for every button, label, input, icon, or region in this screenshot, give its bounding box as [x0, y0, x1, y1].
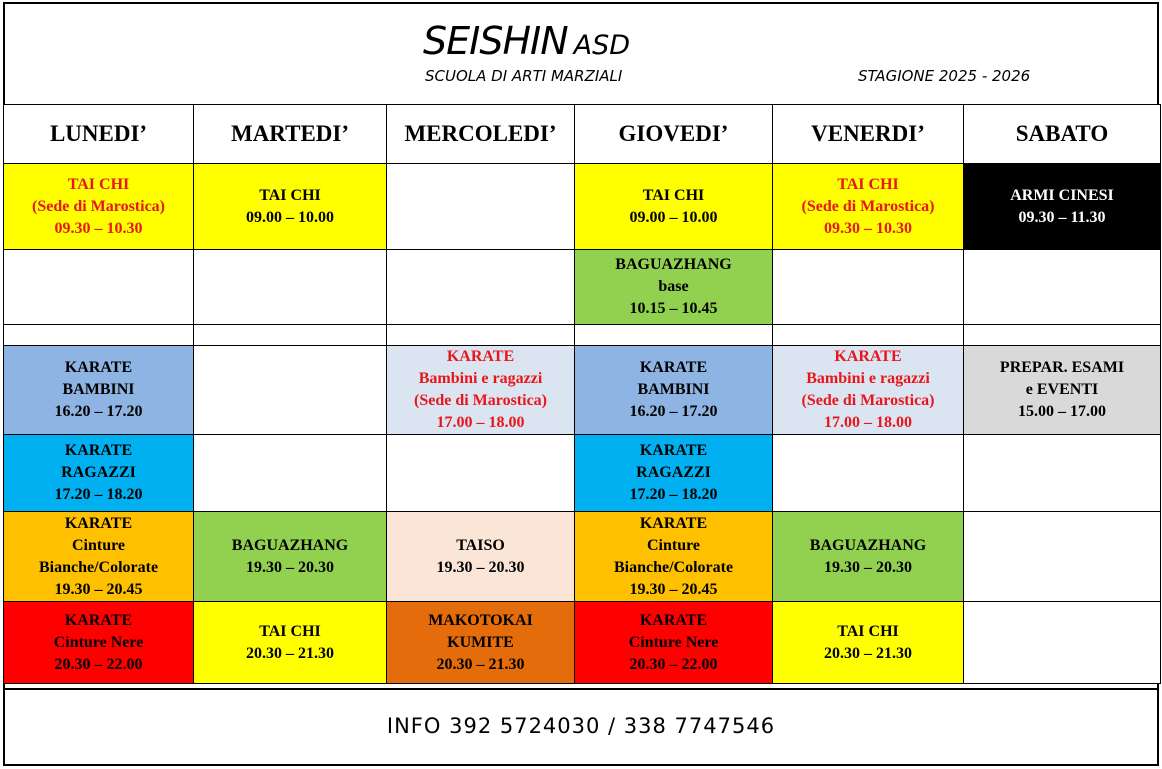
class-cell-line: Cinture — [71, 536, 126, 554]
class-cell-line: BAMBINI — [637, 381, 710, 398]
class-cell-line: KARATE — [446, 348, 515, 365]
class-cell-line: TAI CHI — [259, 622, 321, 640]
day-header-friday: VENERDI’ — [773, 105, 964, 164]
class-cell-line: BAGUAZHANG — [231, 536, 349, 554]
class-cell-line: 10.15 – 10.45 — [629, 300, 718, 317]
class-cell-line: base — [658, 278, 689, 295]
class-cell-monday — [4, 346, 194, 435]
class-cell-friday — [773, 250, 964, 325]
class-cell-line: 09.30 – 10.30 — [54, 219, 143, 237]
class-cell-friday — [773, 435, 964, 512]
class-cell-line: 09.30 – 10.30 — [824, 219, 912, 237]
class-cell-line: TAI CHI — [67, 175, 130, 193]
class-cell-line: 15.00 – 17.00 — [1018, 403, 1106, 420]
contact-info: INFO 392 5724030 / 338 7747546 — [386, 714, 776, 738]
class-cell-line: Bambini e ragazzi — [806, 370, 930, 387]
class-cell-line: 17.00 – 18.00 — [436, 414, 525, 431]
class-cell-line: KARATE — [64, 359, 133, 376]
class-cell-line: MAKOTOKAI — [428, 611, 533, 629]
class-cell-line: TAI CHI — [837, 622, 899, 640]
schedule-row — [4, 512, 1161, 602]
class-cell-saturday — [964, 435, 1161, 512]
class-cell-thursday — [575, 435, 773, 512]
class-cell-thursday — [575, 602, 773, 684]
class-cell-line: 17.00 – 18.00 — [824, 414, 912, 431]
class-cell-line: KARATE — [639, 611, 708, 629]
class-cell-line: Bianche/Colorate — [38, 558, 159, 576]
class-cell-line: Bianche/Colorate — [613, 558, 734, 576]
class-cell-line: 20.30 – 21.30 — [824, 644, 912, 662]
class-cell-line: BAGUAZHANG — [615, 256, 732, 273]
class-cell-monday — [4, 512, 194, 602]
weekly-schedule-table — [3, 104, 1161, 684]
day-header-tuesday: MARTEDI’ — [194, 105, 387, 164]
class-cell-line: KARATE — [639, 359, 708, 376]
class-cell-line: Cinture Nere — [628, 633, 719, 651]
class-cell-thursday — [575, 250, 773, 325]
class-cell-line: 19.30 – 20.45 — [54, 580, 143, 598]
day-header-row — [4, 105, 1161, 164]
class-cell-line: (Sede di Marostica) — [801, 197, 935, 215]
class-cell-line: TAI CHI — [837, 175, 899, 193]
class-cell-tuesday — [194, 512, 387, 602]
class-cell-thursday — [575, 325, 773, 346]
class-cell-line: 17.20 – 18.20 — [54, 486, 143, 503]
class-cell-friday — [773, 325, 964, 346]
header — [5, 4, 1157, 104]
class-cell-line: 20.30 – 21.30 — [436, 655, 525, 673]
class-cell-line: KARATE — [639, 442, 708, 459]
schedule-row — [4, 435, 1161, 512]
season-label: STAGIONE 2025 - 2026 — [858, 67, 1031, 85]
class-cell-tuesday — [194, 250, 387, 325]
schedule-row — [4, 346, 1161, 435]
class-cell-friday — [773, 512, 964, 602]
schedule-row — [4, 325, 1161, 346]
class-cell-saturday — [964, 164, 1161, 250]
class-cell-monday — [4, 325, 194, 346]
schedule-row — [4, 602, 1161, 684]
class-cell-friday — [773, 164, 964, 250]
class-cell-tuesday — [194, 435, 387, 512]
class-cell-saturday — [964, 602, 1161, 684]
class-cell-thursday — [575, 346, 773, 435]
day-header-wednesday: MERCOLEDI’ — [387, 105, 575, 164]
class-cell-line: 16.20 – 17.20 — [54, 403, 143, 420]
class-cell-tuesday — [194, 346, 387, 435]
school-title — [423, 19, 631, 63]
schedule-row — [4, 164, 1161, 250]
class-cell-line: KARATE — [834, 348, 902, 365]
class-cell-line: KARATE — [64, 514, 133, 532]
class-cell-line: KUMITE — [447, 633, 514, 651]
class-cell-line: PREPAR. ESAMI — [999, 359, 1125, 376]
class-cell-line: (Sede di Marostica) — [31, 197, 165, 215]
class-cell-line: 19.30 – 20.30 — [436, 558, 525, 576]
class-cell-line: KARATE — [64, 611, 133, 629]
class-cell-saturday — [964, 250, 1161, 325]
class-cell-line: KARATE — [64, 442, 133, 459]
class-cell-line: (Sede di Marostica) — [801, 392, 935, 409]
class-cell-saturday — [964, 325, 1161, 346]
schedule-row — [4, 250, 1161, 325]
class-cell-wednesday — [387, 250, 575, 325]
class-cell-thursday — [575, 512, 773, 602]
school-name: SEISHIN — [423, 19, 568, 63]
day-header-thursday: GIOVEDI’ — [575, 105, 773, 164]
class-cell-line: Cinture Nere — [53, 633, 144, 651]
class-cell-friday — [773, 602, 964, 684]
class-cell-wednesday — [387, 346, 575, 435]
footer — [5, 688, 1157, 766]
class-cell-wednesday — [387, 435, 575, 512]
school-subtitle: SCUOLA DI ARTI MARZIALI — [425, 67, 623, 85]
class-cell-line: Bambini e ragazzi — [418, 370, 543, 387]
class-cell-tuesday — [194, 602, 387, 684]
class-cell-wednesday — [387, 602, 575, 684]
class-cell-wednesday — [387, 512, 575, 602]
class-cell-monday — [4, 602, 194, 684]
class-cell-line: (Sede di Marostica) — [413, 392, 547, 409]
class-cell-tuesday — [194, 325, 387, 346]
class-cell-wednesday — [387, 164, 575, 250]
class-cell-monday — [4, 250, 194, 325]
class-cell-friday — [773, 346, 964, 435]
class-cell-saturday — [964, 512, 1161, 602]
class-cell-line: 09.00 – 10.00 — [629, 208, 718, 226]
class-cell-line: 17.20 – 18.20 — [629, 486, 718, 503]
day-header-monday: LUNEDI’ — [4, 105, 194, 164]
class-cell-line: 19.30 – 20.45 — [629, 580, 718, 598]
class-cell-line: TAI CHI — [642, 186, 705, 204]
class-cell-line: TAISO — [456, 536, 505, 554]
class-cell-monday — [4, 164, 194, 250]
class-cell-line: 19.30 – 20.30 — [824, 558, 912, 576]
class-cell-line: BAGUAZHANG — [809, 536, 927, 554]
class-cell-line: 09.30 – 11.30 — [1018, 208, 1106, 226]
class-cell-monday — [4, 435, 194, 512]
class-cell-wednesday — [387, 325, 575, 346]
class-cell-line: 20.30 – 21.30 — [246, 644, 334, 662]
class-cell-line: BAMBINI — [62, 381, 135, 398]
class-cell-saturday — [964, 346, 1161, 435]
class-cell-line: 09.00 – 10.00 — [246, 208, 334, 226]
class-cell-line: 16.20 – 17.20 — [629, 403, 718, 420]
class-cell-line: RAGAZZI — [636, 464, 711, 481]
class-cell-line: 19.30 – 20.30 — [246, 558, 334, 576]
class-cell-thursday — [575, 164, 773, 250]
class-cell-line: KARATE — [639, 514, 708, 532]
class-cell-line: RAGAZZI — [61, 464, 136, 481]
class-cell-line: 20.30 – 22.00 — [54, 655, 143, 673]
class-cell-line: e EVENTI — [1025, 381, 1099, 398]
class-cell-line: 20.30 – 22.00 — [629, 655, 718, 673]
schedule-frame — [3, 2, 1159, 766]
class-cell-line: TAI CHI — [259, 186, 321, 204]
school-suffix: ASD — [573, 30, 631, 61]
class-cell-line: Cinture — [646, 536, 701, 554]
class-cell-tuesday — [194, 164, 387, 250]
class-cell-line: ARMI CINESI — [1010, 186, 1114, 204]
day-header-saturday: SABATO — [964, 105, 1161, 164]
